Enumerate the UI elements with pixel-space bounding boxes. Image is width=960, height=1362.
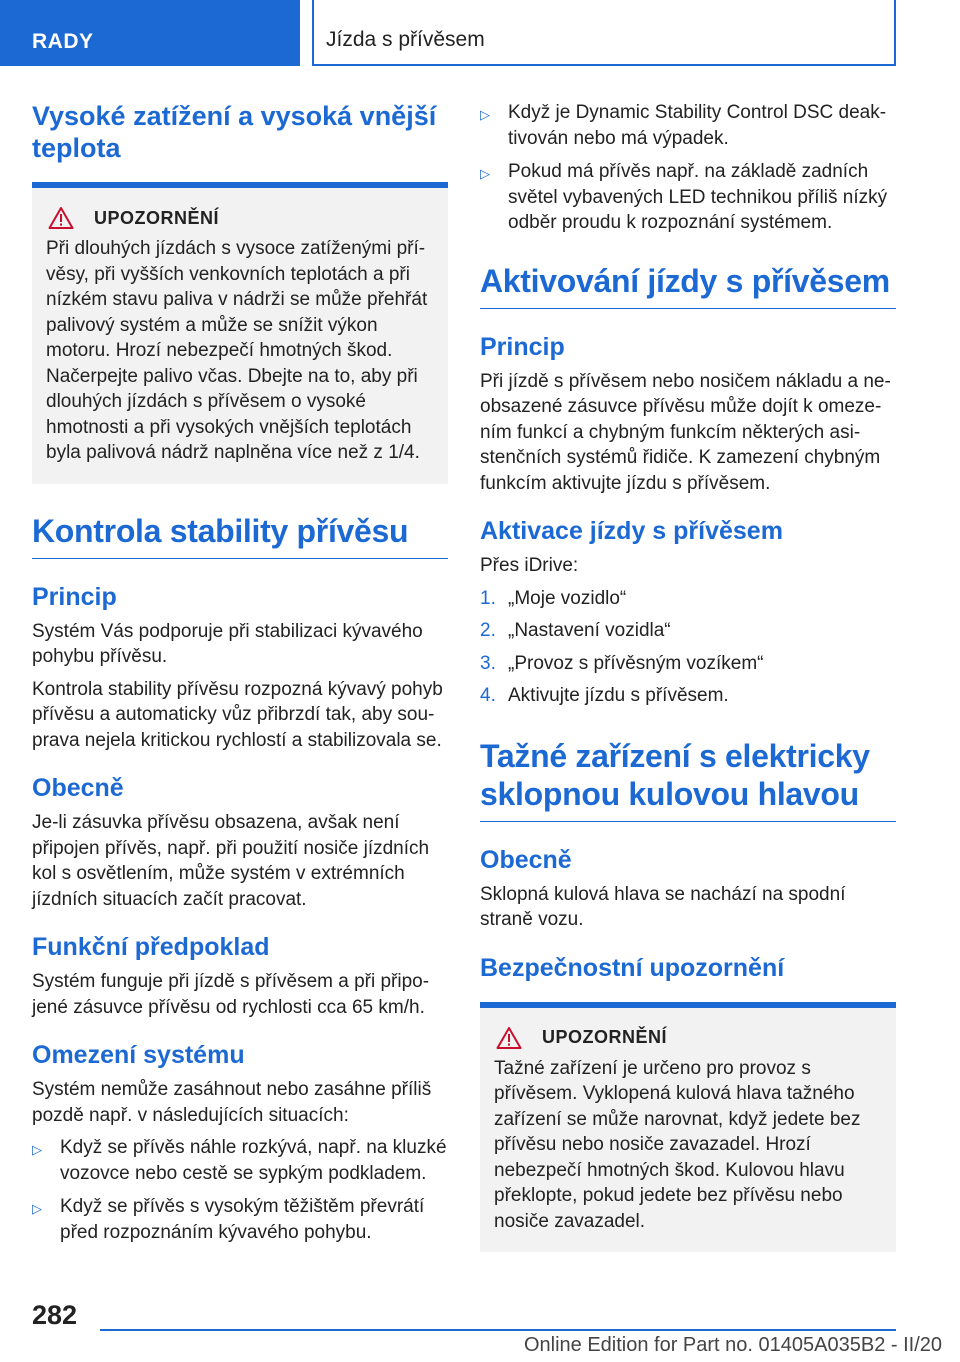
paragraph-general: Je-li zásuvka přívěsu obsazena, avšak není připojen přívěs, např. při použití nosiče jízdních kol s osvětlením, může systém v extrémních jízdních situacích začít pracovat. <box>32 812 430 910</box>
warning-box-towbar <box>480 1002 896 1253</box>
triangle-right-icon: ▷ <box>480 166 490 181</box>
list-item: ▷ Když je Dynamic Stability Control DSC deaktivován nebo má výpadek. <box>480 100 896 151</box>
heading-safety-notice: Bezpečnostní upozornění <box>480 953 785 982</box>
list-item: ▷ Když se přívěs náhle rozkývá, např. na kluzké vozovce nebo cestě se sypkým podkladem. <box>32 1135 448 1186</box>
section-tab <box>0 0 300 66</box>
step-item: 4. Aktivujte jízdu s přívěsem. <box>480 685 729 706</box>
step-item: 3. „Provoz s přívěsným vozíkem“ <box>480 652 764 674</box>
step-item: 1. „Moje vozidlo“ <box>480 587 627 609</box>
heading-activate-trailer-mode: Aktivace jízdy s přívěsem <box>480 517 783 545</box>
warning-triangle-icon <box>496 1026 522 1050</box>
heading-high-load: Vysoké zatížení a vysoká vnější teplota <box>32 101 437 163</box>
heading-general: Obecně <box>32 774 124 802</box>
list-item: ▷ Když se přívěs s vysokým těžištěm převrátí před rozpoznáním kývavého pohybu. <box>32 1194 448 1245</box>
list-item: ▷ Pokud má přívěs např. na základě zadních světel vybavených LED technikou příliš nízký odběr proudu k rozpoznání systémem. <box>480 159 896 236</box>
heading-system-limits: Omezení systému <box>32 1041 245 1069</box>
step-item: 2. „Nastavení vozidla“ <box>480 620 671 641</box>
triangle-right-icon: ▷ <box>32 1201 42 1216</box>
left-column <box>32 100 448 1253</box>
heading-principle-right: Princip <box>480 332 565 361</box>
heading-principle: Princip <box>32 582 117 611</box>
warning-triangle-icon <box>48 206 74 230</box>
paragraph-principle-right: Při jízdě s přívěsem nebo nosičem nákladu a neobsazené zásuvce přívěsu může dojít k omezením funkcí a chybným funkcím některých asistenčních systémů řidiče. K zamezení chybným funkcím aktivujte jízdu s přívěsem. <box>480 370 891 494</box>
paragraph-system-limits: Systém nemůže zasáhnout nebo zasáhne příliš pozdě např. v následujících situacích: <box>32 1079 432 1126</box>
heading-towbar: Tažné zařízení s elektricky sklopnou kulovou hlavou <box>480 737 896 822</box>
warning-header <box>494 1026 882 1050</box>
section-title: RADY <box>32 30 94 53</box>
chapter-title: Jízda s přívěsem <box>326 28 485 51</box>
warning-text: Při dlouhých jízdách s vysoce zatíženými přívěsy, při vyšších venkovních teplotách a při nízkém stavu paliva v nádrži se může přehřát palivový systém a může se snížit výkon motoru. Hrozí nebezpečí hmotných škod. Načerpejte palivo včas. Dbejte na to, aby při dlouhých jízdách s přívěsem o vysoké hmotnosti a při vysokých vnějších teplotách byla palivová nádrž naplněna více než z 1/4. <box>46 238 428 463</box>
page-number: 282 <box>32 1300 78 1330</box>
triangle-right-icon: ▷ <box>480 107 490 122</box>
paragraph-principle-2: Kontrola stability přívěsu rozpozná kývavý pohyb přívěsu a automaticky vůz přibrzdí tak, aby souprava nejela kritickou rychlostí a stabilizovala se. <box>32 678 443 751</box>
page-header <box>0 0 960 66</box>
chapter-tab <box>312 0 896 66</box>
warning-text: Tažné zařízení je určeno pro provoz s přívěsem. Vyklopená kulová hlava tažného zařízení se může narovnat, když jedete bez přívěsu nebo nosiče zavazadel. Hrozí nebezpečí hmotných škod. Kulovou hlavu překlopte, pokud jedete bez přívěsu nebo nosiče zavazadel. <box>494 1057 861 1232</box>
warning-title: UPOZORNĚNÍ <box>542 1027 668 1047</box>
heading-functional-requirement: Funkční předpoklad <box>32 933 270 961</box>
warning-box-fuel <box>32 182 448 484</box>
heading-activation: Aktivování jízdy s přívěsem <box>480 262 896 309</box>
triangle-right-icon: ▷ <box>32 1142 42 1157</box>
paragraph-general-right: Sklopná kulová hlava se nachází na spodní straně vozu. <box>480 883 846 930</box>
activation-steps <box>480 586 896 709</box>
warning-header <box>46 206 434 230</box>
paragraph-functional-requirement: Systém funguje při jízdě s přívěsem a při připojené zásuvce přívěsu od rychlosti cca 65 km/h. <box>32 971 430 1018</box>
right-column <box>480 100 896 1280</box>
warning-title: UPOZORNĚNÍ <box>94 207 220 228</box>
paragraph-principle-1: Systém Vás podporuje při stabilizaci kývavého pohybu přívěsu. <box>32 620 423 667</box>
heading-trailer-stability: Kontrola stability přívěsu <box>32 512 448 559</box>
edition-note: Online Edition for Part no. 01405A035B2 - II/20 <box>523 1334 942 1356</box>
limits-list-continued <box>480 100 896 236</box>
footer-rule <box>100 1329 896 1331</box>
paragraph-via-idrive: Přes iDrive: <box>480 555 579 576</box>
limits-list <box>32 1135 448 1245</box>
heading-general-right: Obecně <box>480 845 572 874</box>
